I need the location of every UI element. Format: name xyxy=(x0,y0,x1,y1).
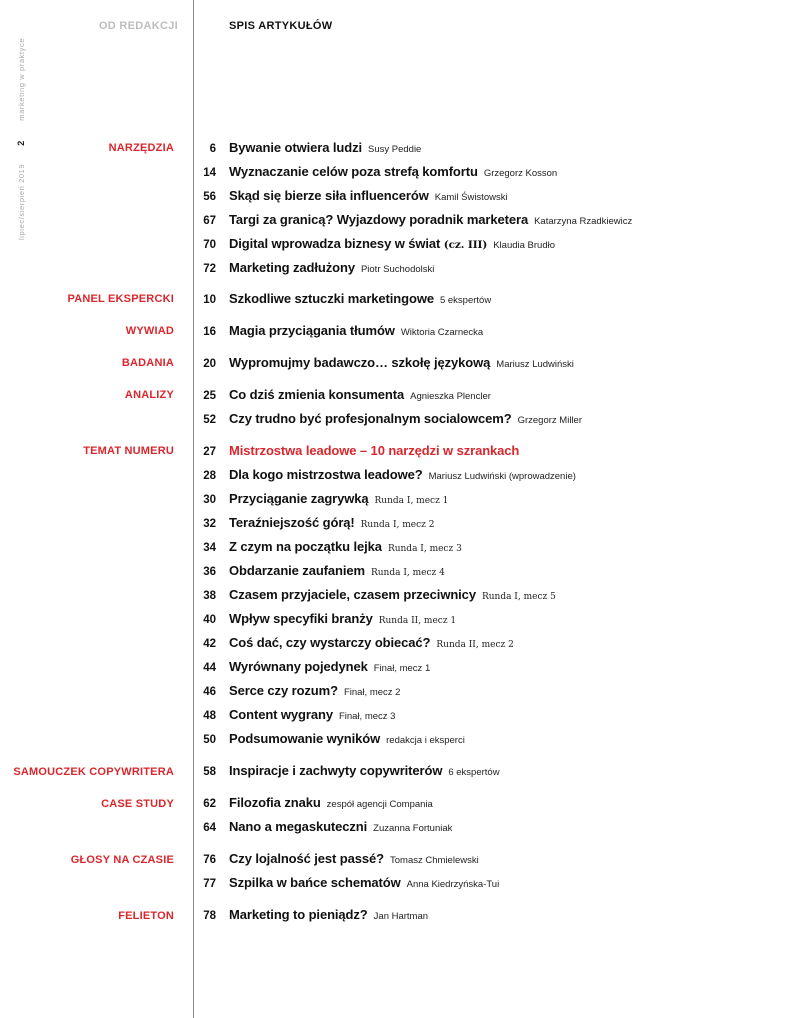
toc-entry[interactable] xyxy=(194,658,430,676)
entry-title-suffix: (cz. III) xyxy=(443,239,488,251)
toc-entry[interactable] xyxy=(194,706,395,724)
toc-entry[interactable] xyxy=(194,490,448,508)
entry-page: 52 xyxy=(203,414,216,426)
entry-author: Piotr Suchodolski xyxy=(360,264,435,275)
header-editorial-label[interactable]: OD REDAKCJI xyxy=(98,20,178,32)
entry-page: 34 xyxy=(203,542,216,554)
entry-title: Obdarzanie zaufaniem xyxy=(229,563,365,578)
toc-entry[interactable] xyxy=(194,211,632,229)
entry-author: Mariusz Ludwiński (wprowadzenie) xyxy=(428,471,576,482)
toc-entry[interactable] xyxy=(194,235,555,253)
entry-author: Grzegorz Miller xyxy=(517,415,582,426)
entry-author: Wiktoria Czarnecka xyxy=(400,327,484,338)
entry-author: Runda I, mecz 5 xyxy=(481,592,556,602)
entry-page: 25 xyxy=(203,390,216,402)
entry-author: Agnieszka Plencler xyxy=(410,391,491,402)
entry-author: Runda I, mecz 2 xyxy=(360,520,435,530)
entry-author: Runda I, mecz 3 xyxy=(387,544,462,554)
entry-author: Kamil Świstowski xyxy=(434,192,508,203)
entry-title: Z czym na początku lejka xyxy=(229,539,382,554)
entry-title: Inspiracje i zachwyty copywriterów xyxy=(229,763,443,778)
entry-title: Marketing to pieniądz? xyxy=(229,907,368,922)
entry-title: Magia przyciągania tłumów xyxy=(229,323,395,338)
toc-entry[interactable] xyxy=(194,762,500,780)
toc-entry[interactable] xyxy=(194,730,465,748)
entry-page: 44 xyxy=(203,662,216,674)
section-label-narzedzia: NARZĘDZIA xyxy=(108,142,174,154)
side-running-head xyxy=(16,38,27,240)
entry-author: Finał, mecz 2 xyxy=(343,687,401,698)
entry-title: Serce czy rozum? xyxy=(229,683,338,698)
entry-page: 16 xyxy=(203,326,216,338)
toc-entry[interactable] xyxy=(194,514,435,532)
section-label-wywiad: WYWIAD xyxy=(125,325,174,337)
entry-page: 27 xyxy=(203,446,216,458)
entry-page: 72 xyxy=(203,263,216,275)
entry-author: Mariusz Ludwiński xyxy=(496,359,574,370)
section-label-panel-ekspercki: PANEL EKSPERCKI xyxy=(67,293,174,305)
toc-entry[interactable] xyxy=(194,386,491,404)
toc-entry[interactable] xyxy=(194,466,576,484)
toc-entry-featured[interactable] xyxy=(194,442,519,460)
section-label-analizy: ANALIZY xyxy=(124,389,174,401)
entry-title-text: Digital wprowadza biznesy w świat xyxy=(229,236,441,251)
entry-title: Szkodliwe sztuczki marketingowe xyxy=(229,291,434,306)
entry-title: Podsumowanie wyników xyxy=(229,731,381,746)
entry-title: Filozofia znaku xyxy=(229,795,321,810)
toc-entry[interactable] xyxy=(194,187,508,205)
toc-entry[interactable] xyxy=(194,794,433,812)
entry-page: 28 xyxy=(203,470,216,482)
toc-entry[interactable] xyxy=(194,682,400,700)
toc-entry[interactable] xyxy=(194,818,452,836)
toc-entry[interactable] xyxy=(194,850,479,868)
toc-entry[interactable] xyxy=(194,562,445,580)
entry-title xyxy=(229,235,487,254)
section-label-case-study: CASE STUDY xyxy=(101,798,174,810)
entry-page: 38 xyxy=(203,590,216,602)
entry-page: 46 xyxy=(203,686,216,698)
toc-entry[interactable] xyxy=(194,538,462,556)
entry-page: 77 xyxy=(203,878,216,890)
entry-title: Marketing zadłużony xyxy=(229,260,355,275)
entry-author: Runda II, mecz 2 xyxy=(436,640,514,650)
entry-page: 6 xyxy=(209,143,216,155)
section-label-glosy-na-czasie: GŁOSY NA CZASIE xyxy=(70,854,174,866)
toc-entry[interactable] xyxy=(194,410,582,428)
entry-title: Bywanie otwiera ludzi xyxy=(229,140,362,155)
entry-author: 5 ekspertów xyxy=(439,295,492,306)
section-label-felieton: FELIETON xyxy=(118,910,174,922)
entry-page: 50 xyxy=(203,734,216,746)
toc-entry[interactable] xyxy=(194,259,434,277)
side-magazine-name: marketing w praktyce xyxy=(17,37,26,121)
entry-title: Czy trudno być profesjonalnym socialowcem? xyxy=(229,411,512,426)
entry-author: zespół agencji Compania xyxy=(326,799,433,810)
entry-title: Przyciąganie zagrywką xyxy=(229,491,369,506)
entry-page: 76 xyxy=(203,854,216,866)
entry-author: Susy Peddie xyxy=(368,144,422,155)
entry-page: 58 xyxy=(203,766,216,778)
entry-author: Jan Hartman xyxy=(373,911,429,922)
entry-title: Wpływ specyfiki branży xyxy=(229,611,373,626)
side-issue: lipiec/sierpień 2019 xyxy=(17,163,26,240)
entry-title: Wyrównany pojedynek xyxy=(229,659,368,674)
entry-page: 78 xyxy=(203,910,216,922)
entry-title: Coś dać, czy wystarczy obiecać? xyxy=(229,635,431,650)
entry-author: Zuzanna Fortuniak xyxy=(373,823,453,834)
entry-page: 70 xyxy=(203,239,216,251)
entry-author: Klaudia Brudło xyxy=(493,240,556,251)
entry-page: 32 xyxy=(203,518,216,530)
entry-title: Co dziś zmienia konsumenta xyxy=(229,387,405,402)
toc-entry[interactable] xyxy=(194,906,428,924)
entry-title: Mistrzostwa leadowe – 10 narzędzi w szrankach xyxy=(229,443,520,458)
section-label-badania: BADANIA xyxy=(121,357,174,369)
entry-author: Finał, mecz 3 xyxy=(338,711,396,722)
header-contents-label: SPIS ARTYKUŁÓW xyxy=(229,20,333,32)
entry-title: Targi za granicą? Wyjazdowy poradnik marketera xyxy=(229,212,529,227)
toc-entry[interactable] xyxy=(194,634,514,652)
entry-page: 30 xyxy=(203,494,216,506)
entry-title: Content wygrany xyxy=(229,707,333,722)
section-label-samouczek-copywritera: SAMOUCZEK COPYWRITERA xyxy=(13,766,174,778)
entry-author: Runda I, mecz 1 xyxy=(374,496,449,506)
entry-author: 6 ekspertów xyxy=(448,767,500,778)
entry-page: 62 xyxy=(203,798,216,810)
toc-entry[interactable] xyxy=(194,610,456,628)
entry-title: Teraźniejszość górą! xyxy=(229,515,355,530)
entry-author: Katarzyna Rzadkiewicz xyxy=(534,216,633,227)
entry-page: 56 xyxy=(203,191,216,203)
toc-entry[interactable] xyxy=(194,354,574,372)
entry-page: 67 xyxy=(203,215,216,227)
entry-page: 10 xyxy=(203,294,216,306)
entry-title: Wypromujmy badawczo… szkołę językową xyxy=(229,355,491,370)
entry-page: 48 xyxy=(203,710,216,722)
section-label-temat-numeru: TEMAT NUMERU xyxy=(83,445,174,457)
entry-title: Wyznaczanie celów poza strefą komfortu xyxy=(229,164,478,179)
entry-page: 14 xyxy=(203,167,216,179)
entry-page: 20 xyxy=(203,358,216,370)
entry-page: 42 xyxy=(203,638,216,650)
entry-author: Tomasz Chmielewski xyxy=(390,855,479,866)
toc-entry[interactable] xyxy=(194,290,491,308)
toc-entry[interactable] xyxy=(194,874,499,892)
entry-author: Runda I, mecz 4 xyxy=(370,568,445,578)
entry-author: Grzegorz Kosson xyxy=(483,168,558,179)
entry-title: Czy lojalność jest passé? xyxy=(229,851,385,866)
entry-title: Dla kogo mistrzostwa leadowe? xyxy=(229,467,423,482)
side-page-number: 2 xyxy=(16,140,26,146)
entry-author: redakcja i eksperci xyxy=(386,735,465,746)
toc-entry[interactable] xyxy=(194,322,483,340)
entry-title: Czasem przyjaciele, czasem przeciwnicy xyxy=(229,587,476,602)
entry-page: 40 xyxy=(203,614,216,626)
entry-author: Runda II, mecz 1 xyxy=(378,616,457,626)
toc-entry[interactable] xyxy=(194,586,556,604)
entry-title: Nano a megaskuteczni xyxy=(229,819,368,834)
entry-title: Skąd się bierze siła influencerów xyxy=(229,188,429,203)
entry-author: Finał, mecz 1 xyxy=(373,663,431,674)
entry-author: Anna Kiedrzyńska-Tui xyxy=(406,879,500,890)
toc-entry[interactable] xyxy=(194,139,421,157)
entry-page: 64 xyxy=(203,822,216,834)
entry-page: 36 xyxy=(203,566,216,578)
entry-title: Szpilka w bańce schematów xyxy=(229,875,401,890)
toc-entry[interactable] xyxy=(194,163,557,181)
